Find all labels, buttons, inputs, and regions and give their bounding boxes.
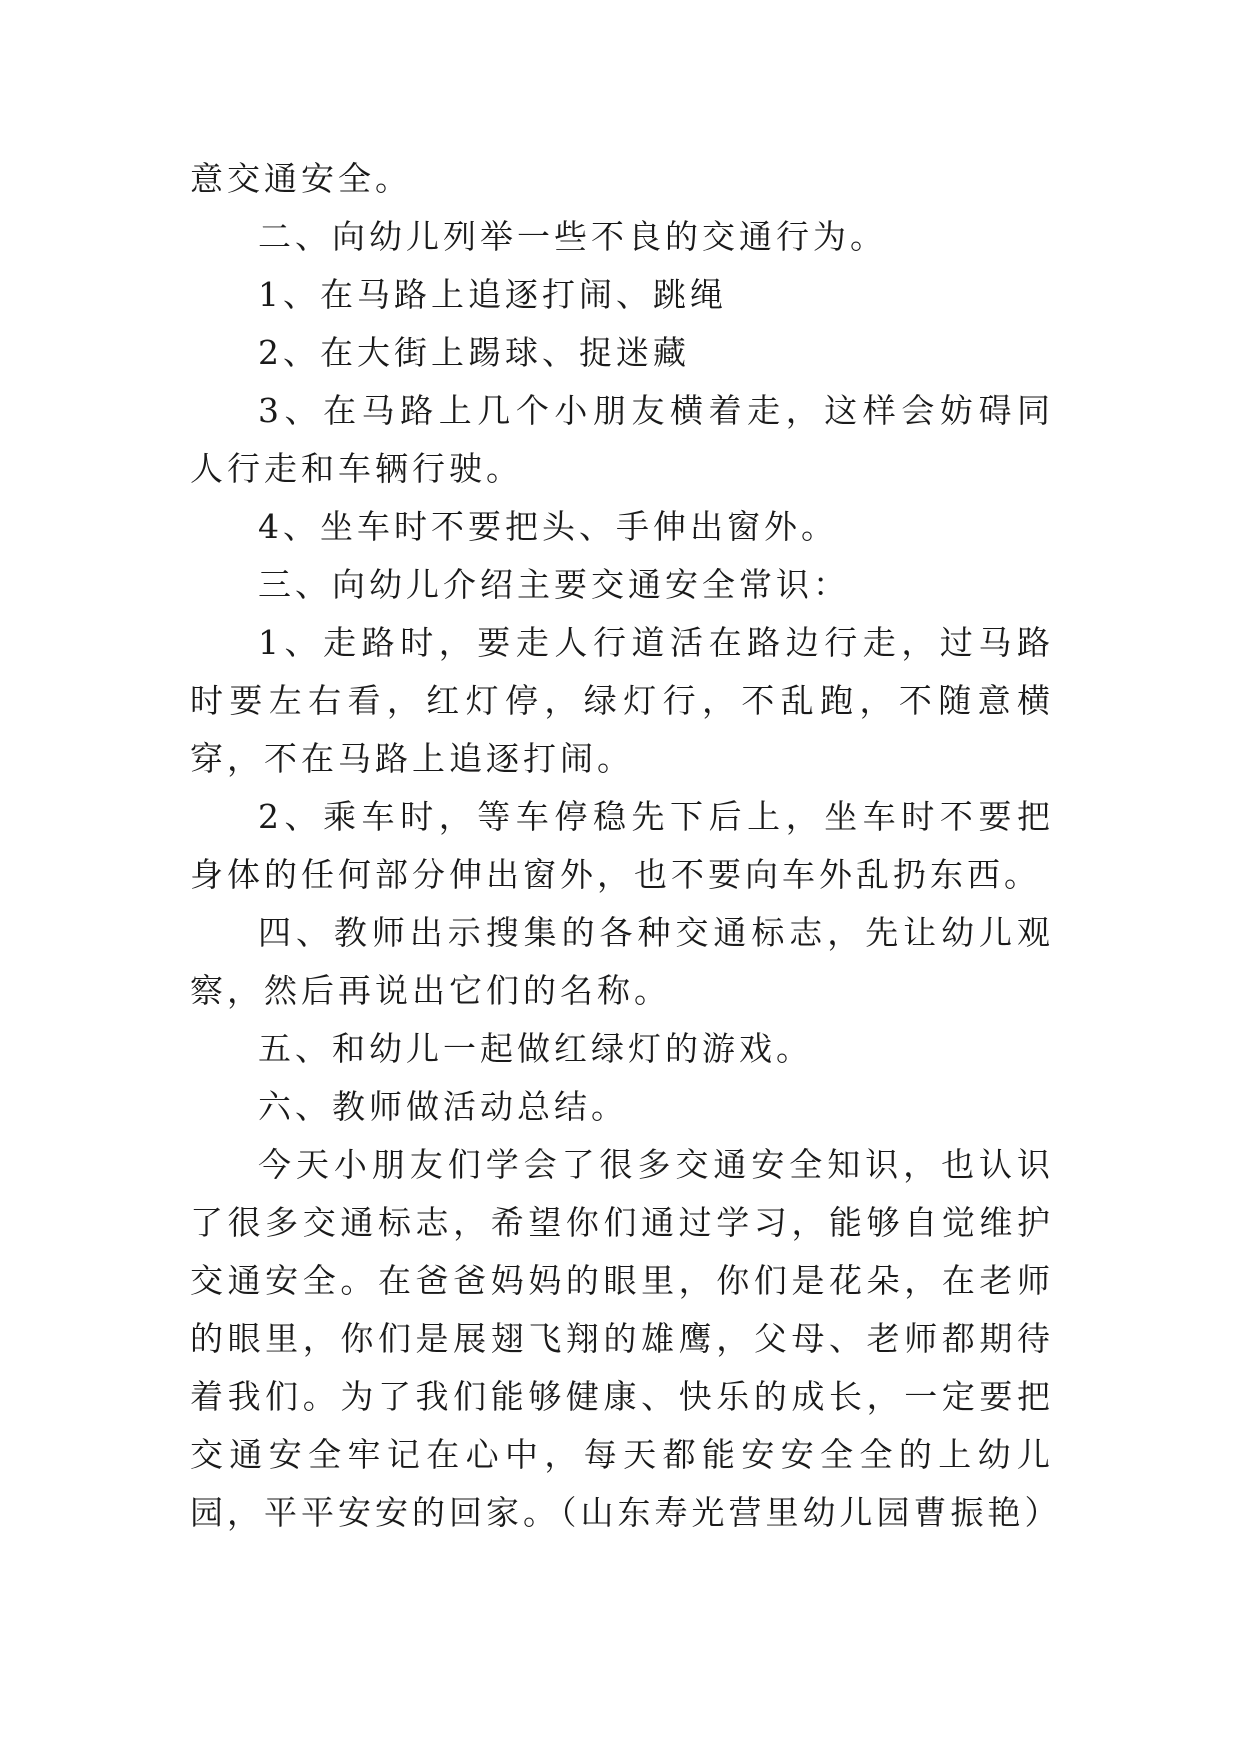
section-heading-5: 五、和幼儿一起做红绿灯的游戏。 <box>258 1029 813 1068</box>
section-heading-4: 四、教师出示搜集的各种交通标志，先让幼儿观察，然后再说出它们的名称。 <box>190 913 1054 1010</box>
summary-paragraph: 今天小朋友们学会了很多交通安全知识，也认识了很多交通标志，希望你们通过学习，能够自觉维护交通安全。在爸爸妈妈的眼里，你们是花朵，在老师的眼里，你们是展翅飞翔的雄鹰，父母、老师都期待着我们。为了我们能够健康、快乐的成长，一定要把交通安全牢记在心中，每天都能安安全全的上幼儿园，平平安安的回家。（山东寿光营里幼儿园曹振艳） <box>190 1145 1062 1532</box>
list-item: 4、坐车时不要把头、手伸出窗外。 <box>258 507 838 546</box>
list-item: 2、乘车时，等车停稳先下后上，坐车时不要把身体的任何部分伸出窗外，也不要向车外乱扔东西。 <box>190 797 1054 894</box>
section-heading-3: 三、向幼儿介绍主要交通安全常识： <box>258 565 850 604</box>
paragraph-continuation: 意交通安全。 <box>190 159 412 198</box>
document-page <box>190 150 1062 1542</box>
list-item: 3、在马路上几个小朋友横着走，这样会妨碍同人行走和车辆行驶。 <box>190 391 1054 488</box>
section-heading-6: 六、教师做活动总结。 <box>258 1087 628 1126</box>
list-item: 1、在马路上追逐打闹、跳绳 <box>258 275 727 314</box>
list-item: 2、在大街上踢球、捉迷藏 <box>258 333 690 372</box>
list-item: 1、走路时，要走人行道活在路边行走，过马路时要左右看，红灯停，绿灯行，不乱跑，不随意横穿，不在马路上追逐打闹。 <box>190 623 1054 778</box>
section-heading-2: 二、向幼儿列举一些不良的交通行为。 <box>258 217 887 256</box>
